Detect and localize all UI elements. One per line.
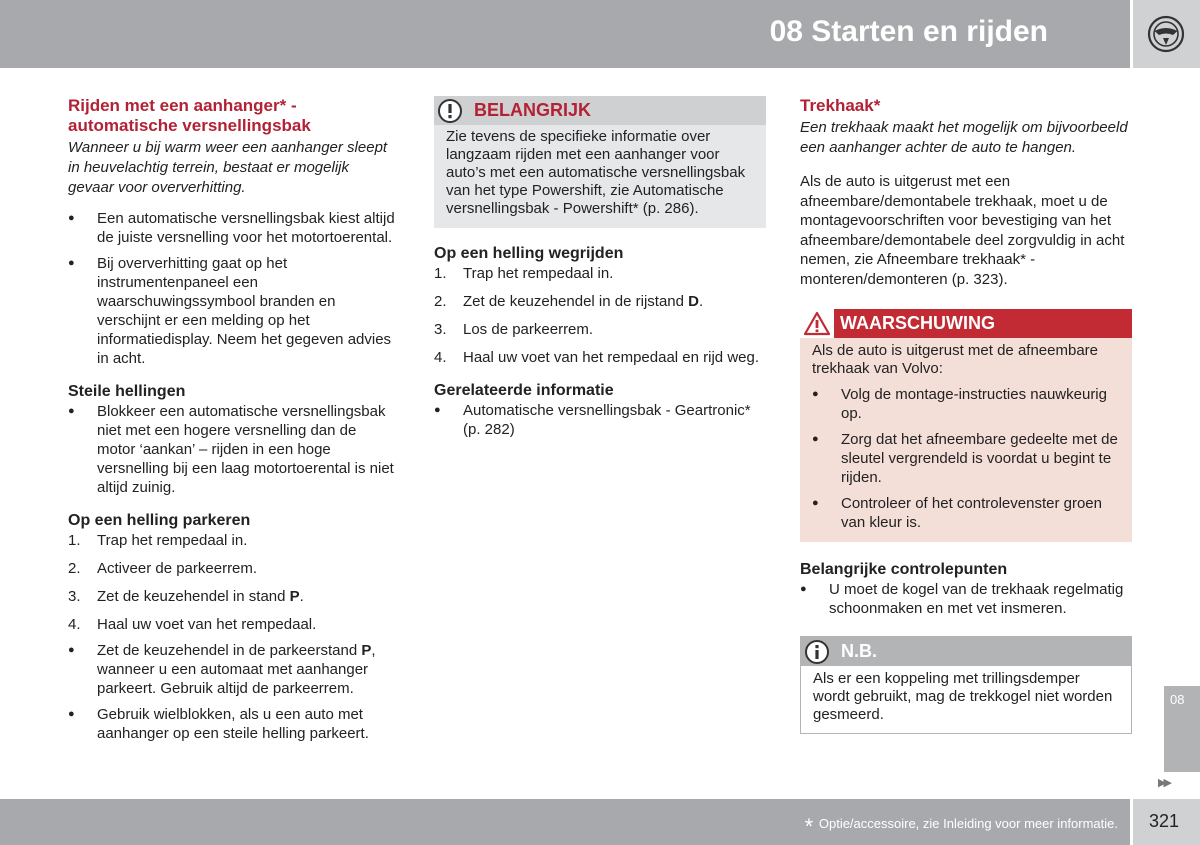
gear-position-p: P — [361, 642, 372, 659]
step-item — [68, 615, 398, 634]
chapter-header — [0, 0, 1130, 68]
step-text: Trap het rempedaal in. — [463, 265, 614, 282]
warning-body — [800, 338, 1132, 542]
bullet-list — [68, 209, 398, 368]
step-number: 2. — [68, 560, 81, 577]
list-item: ● Een automatische versnellingsbak kiest altijd de juiste versnelling voor het motortoerental. — [68, 209, 398, 247]
important-text: Zie tevens de specifieke informatie over langzaam rijden met een aanhanger voor auto’s met een automatische versnellingsbak van het type Powershift, zie Automatische versnellingsbak - Powershift* (p. 286). — [434, 125, 766, 228]
list-item — [68, 705, 398, 743]
warning-bullets — [812, 385, 1120, 532]
warning-text: Als de auto is uitgerust met de afneembare trekhaak van Volvo: — [812, 342, 1098, 377]
list-item-tail: , wanneer u een automaat met aanhanger parkeert. Gebruik altijd de parkeerrem. — [97, 642, 376, 697]
note-box — [800, 636, 1132, 734]
column-middle — [434, 96, 766, 439]
steering-wheel-icon — [1146, 14, 1186, 54]
note-text: Als er een koppeling met trillingsdemper wordt gebruikt, mag de trekkogel niet worden gesmeerd. — [801, 666, 1131, 733]
important-label: BELANGRIJK — [474, 100, 592, 120]
page-footer — [0, 799, 1130, 845]
list-item-text: Zet de keuzehendel in de parkeerstand — [97, 642, 362, 659]
bullet-list — [800, 580, 1132, 618]
step-number: 2. — [434, 293, 447, 310]
list-item: ● Bij oververhitting gaat op het instrumentenpaneel een waarschuwingssymbool branden en verschijnt er een melding op het informatiedisplay. Neem het gegeven advies in acht. — [68, 254, 398, 368]
step-number: 4. — [434, 349, 447, 366]
step-text: Activeer de parkeerrem. — [97, 560, 258, 577]
step-text: Los de parkeerrem. — [463, 321, 594, 338]
step-text-tail: . — [299, 588, 304, 605]
important-box — [434, 96, 766, 228]
subheading-drive-off-hill: Op een helling wegrijden — [434, 245, 624, 262]
gear-position-p: P — [289, 588, 300, 605]
warning-box — [800, 309, 1132, 542]
list-item: ● U moet de kogel van de trekhaak regelmatig schoonmaken en met vet insmeren. — [800, 580, 1132, 618]
warning-label: WAARSCHUWING — [840, 313, 995, 333]
note-box-header — [801, 637, 1131, 666]
subheading-related-info: Gerelateerde informatie — [434, 382, 614, 399]
footnote-star: * — [804, 814, 814, 839]
warning-triangle-icon — [800, 309, 834, 338]
step-number: 1. — [68, 532, 81, 549]
list-item — [68, 641, 398, 698]
page-number-box — [1133, 799, 1200, 845]
section-intro: Een trekhaak maakt het mogelijk om bijvoorbeeld een aanhanger achter de auto te hangen. — [800, 119, 1128, 156]
related-links — [434, 401, 766, 439]
step-number: 1. — [434, 265, 447, 282]
footnote — [805, 814, 1118, 840]
next-page-arrows-icon: ▶▶ — [1158, 777, 1169, 789]
step-text: Haal uw voet van het rempedaal. — [97, 616, 317, 633]
step-item — [434, 264, 766, 283]
step-item — [434, 348, 766, 367]
step-text: Zet de keuzehendel in stand — [97, 588, 290, 605]
column-left — [68, 96, 398, 743]
step-item — [434, 320, 766, 339]
body-paragraph: Als de auto is uitgerust met een afneembare/demontabele trekhaak, moet u de montagevoorschriften voor bevestiging van het afneembare/demontabele deel zorgvuldig in acht nemen, zie Afneembare trekhaak* - monteren/demonteren (p. 323). — [800, 173, 1125, 288]
subheading-steep-hills: Steile hellingen — [68, 383, 186, 400]
step-list — [68, 531, 398, 634]
footnote-text: Optie/accessoire, zie Inleiding voor meer informatie. — [818, 816, 1118, 831]
step-item — [68, 559, 398, 578]
chapter-title: 08 Starten en rijden — [769, 15, 1048, 48]
list-item: ● Volg de montage-instructies nauwkeurig op. — [812, 385, 1120, 423]
section-title-towing-automatic: Rijden met een aanhanger* - automatische versnellingsbak — [68, 96, 311, 135]
list-item-text: Gebruik wielblokken, als u een auto met aanhanger op een steile helling parkeert. — [97, 706, 369, 742]
step-item — [434, 292, 766, 311]
info-icon — [804, 639, 830, 674]
column-right — [800, 96, 1132, 734]
step-text: Zet de keuzehendel in de rijstand — [463, 293, 689, 310]
step-item — [68, 587, 398, 606]
step-item — [68, 531, 398, 550]
bullet-list — [68, 402, 398, 497]
step-text: Trap het rempedaal in. — [97, 532, 248, 549]
bullet-list — [68, 641, 398, 743]
subheading-checkpoints: Belangrijke controlepunten — [800, 561, 1008, 578]
section-title-tow-bar: Trekhaak* — [800, 96, 881, 115]
related-link[interactable]: ● Automatische versnellingsbak - Geartronic* (p. 282) — [434, 401, 766, 439]
step-list — [434, 264, 766, 367]
section-intro: Wanneer u bij warm weer een aanhanger sleept in heuvelachtig terrein, bestaat er mogelijk gevaar voor oververhitting. — [68, 139, 388, 196]
important-box-header — [434, 96, 766, 125]
step-number: 3. — [68, 588, 81, 605]
chapter-icon-box — [1133, 0, 1200, 68]
list-item: ● Zorg dat het afneembare gedeelte met de sleutel vergrendeld is voordat u begint te rijden. — [812, 430, 1120, 487]
chapter-side-tab[interactable] — [1164, 686, 1200, 772]
step-text-tail: . — [699, 293, 704, 310]
exclamation-icon — [437, 98, 463, 133]
step-number: 4. — [68, 616, 81, 633]
note-label: N.B. — [841, 641, 877, 661]
step-text: Haal uw voet van het rempedaal en rijd weg. — [463, 349, 760, 366]
step-number: 3. — [434, 321, 447, 338]
page-number: 321 — [1149, 811, 1180, 831]
list-item: ● Controleer of het controlevenster groen van kleur is. — [812, 494, 1120, 532]
gear-position-d: D — [688, 293, 699, 310]
chapter-tab-label: 08 — [1170, 692, 1185, 707]
subheading-parking-on-hill: Op een helling parkeren — [68, 512, 251, 529]
warning-box-header — [800, 309, 1132, 338]
list-item: ● Blokkeer een automatische versnellingsbak niet met een hogere versnelling dan de motor ‘aankan’ – rijden in een hoge versnelling bij een laag motortoerental is niet altijd zuinig. — [68, 402, 398, 497]
